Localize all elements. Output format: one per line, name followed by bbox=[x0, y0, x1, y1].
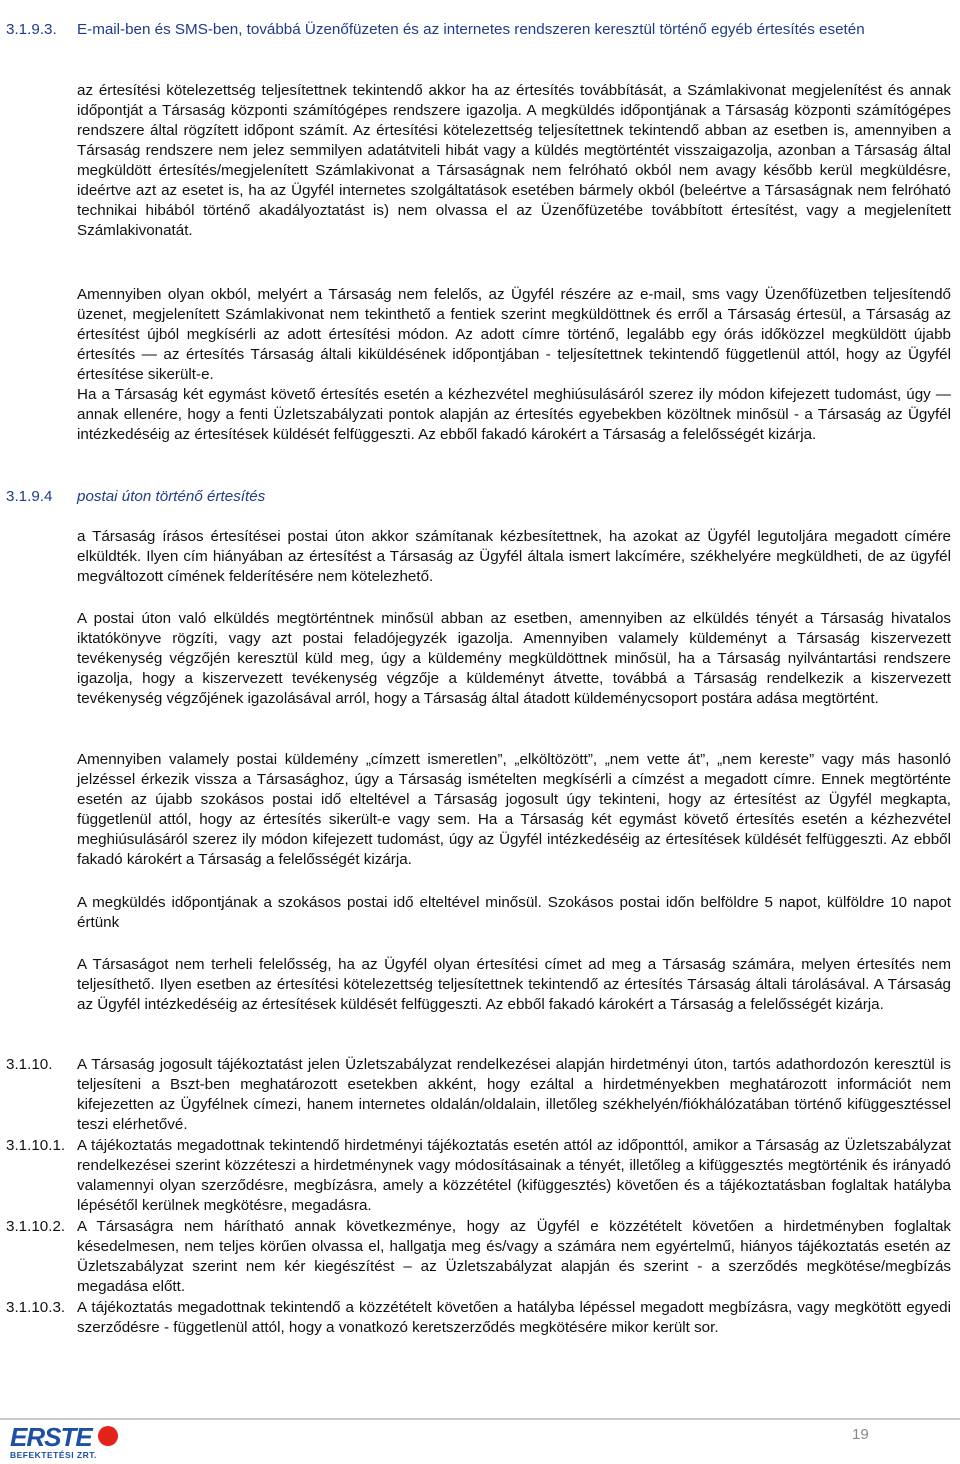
section-number: 3.1.10. bbox=[6, 1056, 53, 1073]
section-number: 3.1.9.3. bbox=[6, 21, 57, 38]
paragraph: A Társaság jogosult tájékoztatást jelen Üzletszabályzat rendelkezései alapján hirdetményi úton, tartós adathordozón keresztül is teljesíteni a Bszt-ben meghatározott esetekben akként, hogy ezáltal a hirdetményekben meghatározott információt nem kifejezetten az Ügyfélnek címezi, hanem internetes oldalán/oldalain, illetőleg székhelyén/fiókhálózatában történő kifüggesztéssel teszi elérhetővé. bbox=[77, 1056, 951, 1133]
paragraph: az értesítési kötelezettség teljesítettnek tekintendő akkor ha az értesítés továbbítását, a Számlakivonat megjelenítést és annak időpontját a Társaság központi számítógépes rendszere igazolja. A megküldés időpontjának a Társaság központi számítógépes rendszere által rögzített időpont számít. Az értesítési kötelezettség teljesítettnek tekintendő abban az esetben is, amennyiben a Társaság rendszere nem jelez semmilyen adatátviteli hibát vagy a küldés megtörténtét visszaigazolja, azonban a Társaság által megküldött értesítés/megjelenített Számlakivonat a Társaságnak nem felróható okból nem avagy később kerül megküldésre, ideértve azt az esetet is, ha az Ügyfél internetes szolgáltatások esetében bármely okból (beleértve a Társaságnak nem felróható technikai hibából történő akadályoztatást is) nem olvassa el az Üzenőfüzetébe továbbított értesítést, vagy a megjelenített Számlakivonatát. bbox=[77, 82, 951, 239]
logo-mark-icon bbox=[98, 1426, 118, 1446]
paragraph: a Társaság írásos értesítései postai úton akkor számítanak kézbesítettnek, ha azokat az Ügyfél legutoljára megadott címére elküldték. Ilyen cím hiányában az értesítést a Társaság az Ügyfél általa ismert lakcímére, székhelyére megküldheti, de az ügyfél megváltozott címének felderítésére nem kötelezhető. bbox=[77, 528, 951, 585]
logo-subtitle: BEFEKTETÉSI ZRT. bbox=[10, 1450, 97, 1460]
paragraph: A postai úton való elküldés megtörténtnek minősül abban az esetben, amennyiben az elküldés tényét a Társaság hivatalos iktatókönyve rögzíti, vagy azt postai feladójegyzék igazolja. Amennyiben valamely küldeményt a Társaság kiszervezett tevékenység végzőjén keresztül küld meg, úgy a küldemény megküldöttnek minősül, ha a Társaság nyilvántartási rendszere igazolja, hogy a kiszervezett tevékenység végzője a küldeményt átvette, továbbá a Társaság rendelkezik a kiszervezett tevékenység végzőjének igazolásával arról, hogy a Társaság által átadott küldeménycsoport postára adása megtörtént. bbox=[77, 610, 951, 707]
paragraph: A Társaságra nem hárítható annak következménye, hogy az Ügyfél e közzétételt követően a hirdetményben foglaltak késedelmesen, nem teljes körűen olvassa el, hallgatja meg és/vagy a számára nem egyértelmű, hiányos tájékoztatás esetén az Üzletszabályzat szerint nem kér kiegészítést – az Üzletszabályzat alapján és szerint - a szerződés megkötése/megbízás megadása előtt. bbox=[77, 1218, 951, 1295]
section-number: 3.1.10.1. bbox=[6, 1137, 66, 1154]
page-number: 19 bbox=[852, 1426, 869, 1443]
paragraph: A tájékoztatás megadottnak tekintendő a közzétételt követően a hatályba lépéssel megadott megbízásra, vagy megkötött egyedi szerződésre - függetlenül attól, hogy a vonatkozó keretszerződés megkötésére mikor került sor. bbox=[77, 1299, 951, 1336]
section-number: 3.1.10.3. bbox=[6, 1299, 66, 1316]
paragraph: Amennyiben valamely postai küldemény „címzett ismeretlen”, „elköltözött”, „nem vette át”, „nem kereste” vagy más hasonló jelzéssel érkezik vissza a Társasághoz, úgy a Társaság ismételten megkísérli a címzést a megadott címre. Ennek megtörténte esetén az újabb szokásos postai idő elteltével a Társaság jogosult úgy tekinteni, hogy az értesítést az Ügyfél megkapta, függetlenül attól, hogy az értesítés sikerült-e vagy sem. Ha a Társaság két egymást követő értesítés esetén a kézhezvétel meghiúsulásáról szerez ily módon kifejezett tudomást, úgy az Ügyfél intézkedéséig az értesítések küldését felfüggeszti. Az ebből fakadó károkért a Társaság a felelősségét kizárja. bbox=[77, 751, 951, 868]
logo-wordmark: ERSTE bbox=[10, 1422, 92, 1452]
footer-divider bbox=[0, 1418, 960, 1420]
paragraph: A tájékoztatás megadottnak tekintendő hirdetményi tájékoztatás esetén attól az időponttól, amikor a Társaság az Üzletszabályzat rendelkezései szerint közzéteszi a hirdetménynek vagy módosításainak a tényét, illetőleg a kifüggesztés megtörténik és irányadó valamennyi olyan szerződésre, megbízásra, amely a közzététel (kifüggesztés) követően és a tájékoztatásban foglaltak hatályba lépésétől kerülnek megkötésre, megadásra. bbox=[77, 1137, 951, 1214]
paragraph: A Társaságot nem terheli felelősség, ha az Ügyfél olyan értesítési címet ad meg a Társaság számára, melyen értesítés nem teljesíthető. Ilyen esetben az értesítési kötelezettség teljesítettnek tekintendő az értesítés Társaság általi tárolásával. A Társaság az Ügyfél intézkedéséig az értesítések küldését felfüggeszti. Az ebből fakadó károkért a Társaság a felelősségét kizárja. bbox=[77, 956, 951, 1013]
paragraph: Amennyiben olyan okból, melyért a Társaság nem felelős, az Ügyfél részére az e-mail, sms vagy Üzenőfüzetben teljesítendő üzenet, megjelenített Számlakivonat nem tekinthető a fentiek szerint megküldöttnek és erről a Társaság értesül, a Társaság az értesítést újból megkísérli az adott értesítési módon. Az adott címre történő, legalább egy órás időközzel megküldött újabb értesítés — az értesítés Társaság általi kiküldésének időpontjában - teljesítettnek tekintendő függetlenül attól, hogy az Ügyfél értesítése sikerült-e. bbox=[77, 286, 951, 383]
paragraph: A megküldés időpontjának a szokásos postai idő elteltével minősül. Szokásos postai időn belföldre 5 napot, külföldre 10 napot értünk bbox=[77, 894, 951, 931]
section-title: postai úton történő értesítés bbox=[77, 488, 266, 505]
paragraph: Ha a Társaság két egymást követő értesítés esetén a kézhezvétel meghiúsulásáról szerez ily módon kifejezett tudomást, úgy — annak ellenére, hogy a fenti Üzletszabályzati pontok alapján az értesítés egyebekben közöltnek minősül - a Társaság az Ügyfél intézkedéséig az értesítések küldését felfüggeszti. Az ebből fakadó károkért a Társaság a felelősségét kizárja. bbox=[77, 386, 951, 443]
section-title: E-mail-ben és SMS-ben, továbbá Üzenőfüzeten és az internetes rendszeren keresztül történő egyéb értesítés esetén bbox=[77, 21, 865, 38]
erste-logo bbox=[10, 1424, 120, 1460]
section-number: 3.1.10.2. bbox=[6, 1218, 66, 1235]
section-number: 3.1.9.4 bbox=[6, 488, 53, 505]
